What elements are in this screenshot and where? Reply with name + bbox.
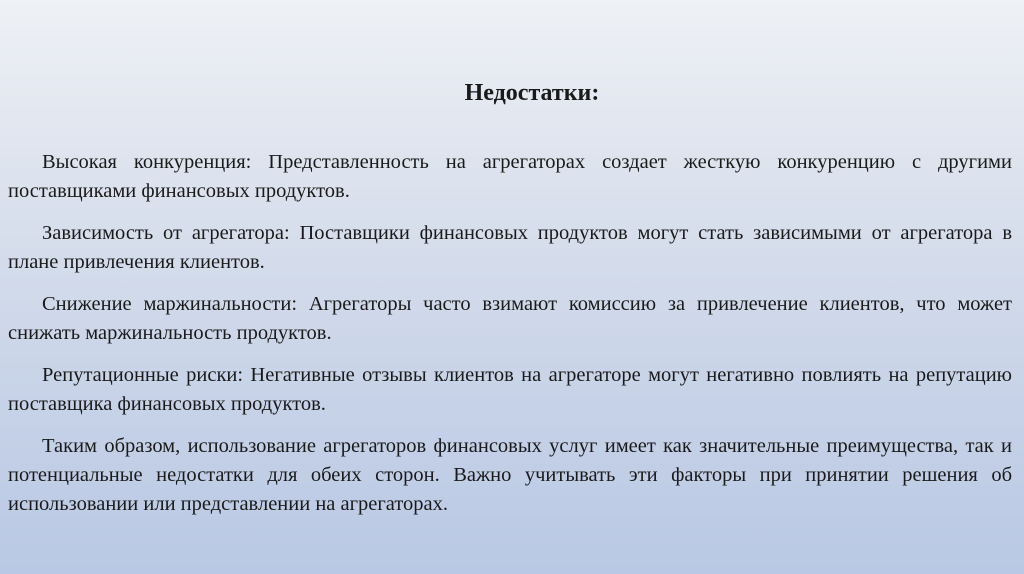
- paragraph-reputation-risks: Репутационные риски: Негативные отзывы клиентов на агрегаторе могут негативно повлиять на репутацию поставщика финансовых продуктов.: [8, 364, 1012, 415]
- paragraph-margin-reduction: Снижение маржинальности: Агрегаторы часто взимают комиссию за привлечение клиентов, что может снижать маржинальность продуктов.: [8, 293, 1012, 344]
- paragraph-aggregator-dependence: Зависимость от агрегатора: Поставщики финансовых продуктов могут стать зависимыми от агрегатора в плане привлечения клиентов.: [8, 222, 1012, 273]
- slide-content: [8, 148, 1012, 532]
- paragraph-high-competition: Высокая конкуренция: Представленность на агрегаторах создает жесткую конкуренцию с другими поставщиками финансовых продуктов.: [8, 151, 1012, 202]
- slide-title: Недостатки:: [464, 80, 600, 106]
- paragraph-conclusion: Таким образом, использование агрегаторов финансовых услуг имеет как значительные преимущества, так и потенциальные недостатки для обеих сторон. Важно учитывать эти факторы при принятии решения об использовании или представлении на агрегаторах.: [8, 435, 1012, 515]
